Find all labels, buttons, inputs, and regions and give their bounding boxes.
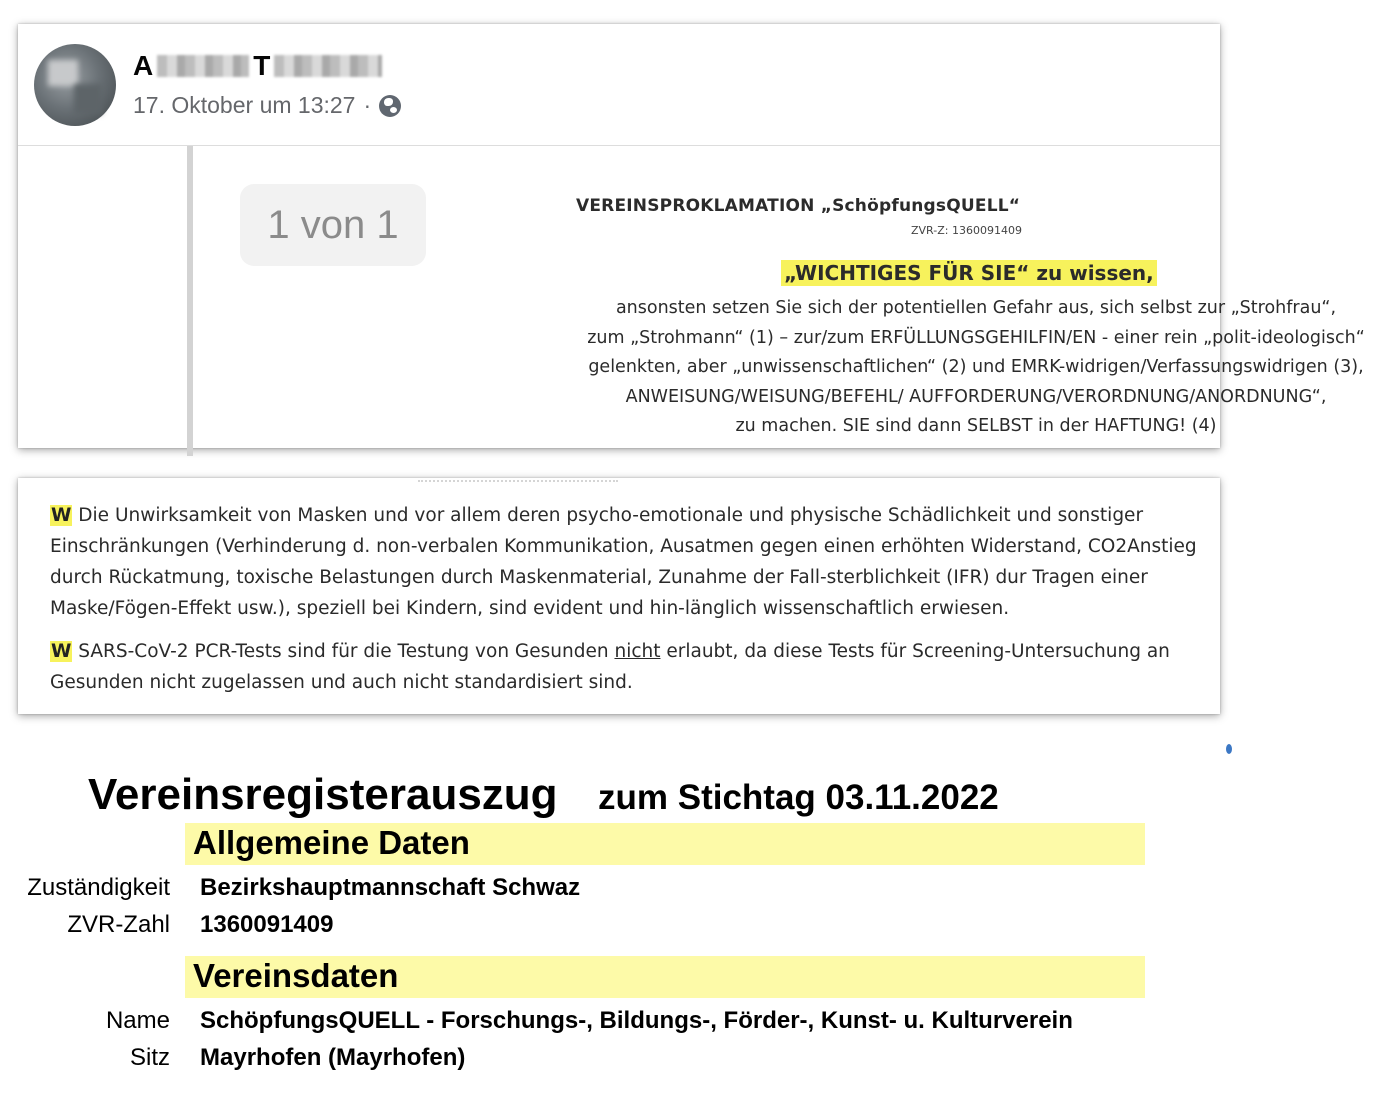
document-heading: „WICHTIGES FÜR SIE“ zu wissen, xyxy=(781,260,1157,286)
facebook-post-card xyxy=(18,24,1365,448)
cut-line xyxy=(418,470,618,482)
author-name-initial: A xyxy=(133,50,154,81)
excerpt-text xyxy=(50,500,1222,710)
label-name: Name xyxy=(105,1007,170,1034)
document-zvr: ZVR-Z: 1360091409 xyxy=(911,224,1022,237)
excerpt-paragraph-2 xyxy=(50,636,1222,698)
document-image[interactable] xyxy=(196,24,1365,448)
document-edge xyxy=(187,146,193,456)
document-excerpt-card xyxy=(18,478,1220,714)
section-association-data: Vereinsdaten xyxy=(185,956,1145,998)
paragraph-2-text-start: SARS-CoV-2 PCR-Tests sind für die Testung von Gesunden xyxy=(78,641,615,662)
value-name: SchöpfungsQUELL - Forschungs-, Bildungs-, Förder-, Kunst- u. Kulturverein xyxy=(200,1007,1073,1034)
author-surname-initial: T xyxy=(253,50,271,81)
register-subtitle: zum Stichtag 03.11.2022 xyxy=(598,778,999,817)
post-timestamp[interactable]: 17. Oktober um 13:27 xyxy=(133,92,356,118)
register-title: Vereinsregisterauszug xyxy=(88,770,558,819)
document-paragraph xyxy=(566,294,1386,442)
value-competence: Bezirkshauptmannschaft Schwaz xyxy=(200,874,581,901)
excerpt-paragraph-1 xyxy=(50,500,1222,624)
section-general-data: Allgemeine Daten xyxy=(185,823,1145,865)
value-seat: Mayrhofen (Mayrhofen) xyxy=(200,1044,466,1071)
value-zvr: 1360091409 xyxy=(200,911,334,938)
document-line: ansonsten setzen Sie sich der potentiellen Gefahr aus, sich selbst zur „Strohfrau“, xyxy=(615,298,1337,318)
label-seat: Sitz xyxy=(129,1044,170,1071)
document-line: gelenkten, aber „unwissenschaftlichen“ (2) und EMRK-widrigen/Verfassungswidrigen (3), xyxy=(588,357,1364,377)
paragraph-1-text: Die Unwirksamkeit von Masken und vor allem deren psycho-emotionale und physische Schädlichkeit und sonstiger Einschränkungen (Verhinderung d. non-verbalen Kommunikation, Ausatmen gegen einen erhöhten Widerstand, CO2Anstieg durch Rückatmung, toxische Belastungen durch Maskenmaterial, Zunahme der Fall-sterblichkeit (IFR) dur Tragen einer Maske/Fögen-Effekt usw.), speziell bei Kindern, sind evident und hin-länglich wissenschaftlich erwiesen. xyxy=(50,505,1197,619)
w-marker: W xyxy=(51,505,72,526)
paragraph-2-underlined: nicht xyxy=(614,641,661,662)
meta-separator: · xyxy=(363,92,372,118)
document-line: ANWEISUNG/WEISUNG/BEFEHL/ AUFFORDERUNG/VERORDNUNG/ANORDNUNG“, xyxy=(625,386,1327,407)
document-title: VEREINSPROKLAMATION „SchöpfungsQUELL“ xyxy=(576,196,1021,216)
label-competence: Zuständigkeit xyxy=(27,874,170,901)
label-zvr: ZVR-Zahl xyxy=(67,911,170,938)
document-line: zum „Strohmann“ (1) – zur/zum ERFÜLLUNGSGEHILFIN/EN - einer rein „polit-ideologisch“ xyxy=(587,327,1365,348)
page-counter: 1 von 1 xyxy=(240,184,426,266)
author-avatar[interactable] xyxy=(34,44,116,126)
w-marker: W xyxy=(51,641,72,662)
edge-indicator xyxy=(1226,744,1232,754)
document-line: zu machen. SIE sind dann SELBST in der HAFTUNG! (4) xyxy=(735,416,1217,436)
paragraph-2-text-end: erlaubt, da diese Tests für Screening-Untersuchung an Gesunden nicht zugelassen und auch nicht standardisiert sind. xyxy=(50,641,1170,693)
